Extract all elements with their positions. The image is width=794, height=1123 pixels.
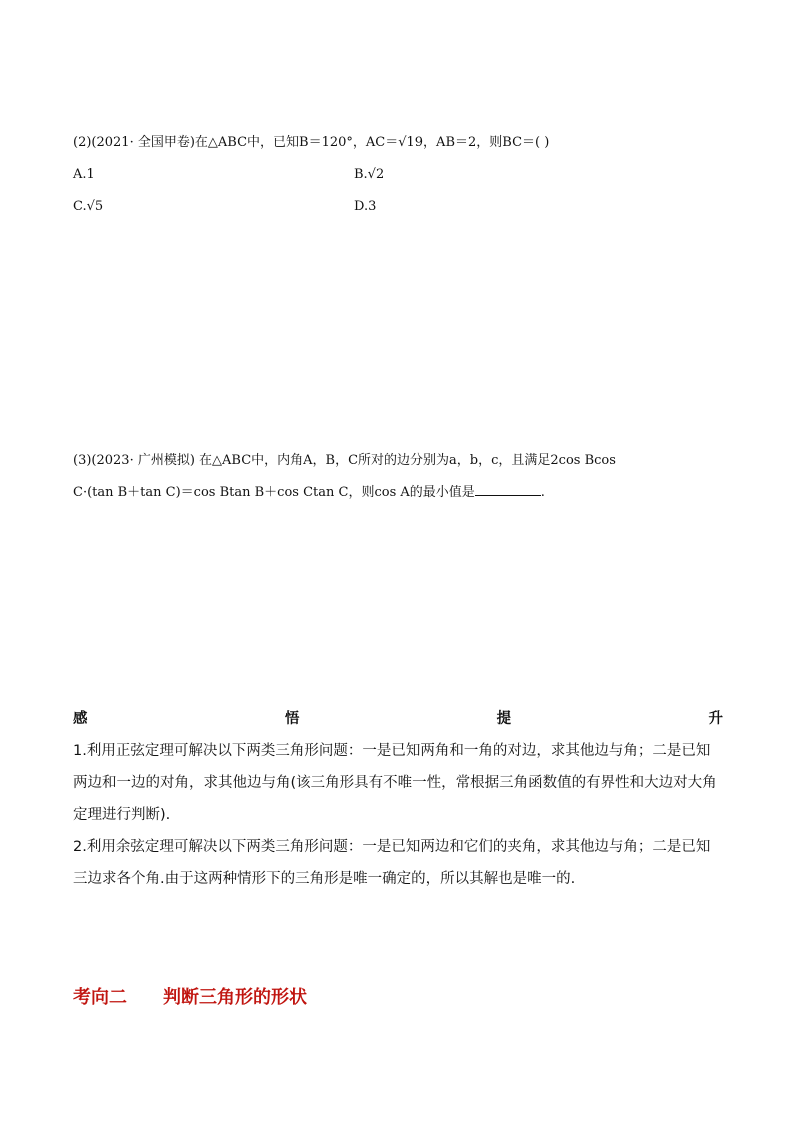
option-d: D.3 <box>354 199 377 214</box>
insight-paragraph-1: 1.利用正弦定理可解决以下两类三角形问题：一是已知两角和一角的对边，求其他边与角；二是已知两边和一边的对角，求其他边与角(该三角形具有不唯一性，常根据三角函数值的有界性和大边对大角定理进行判断). <box>73 743 717 823</box>
options-row-1 <box>73 162 723 194</box>
question-3-line-2-text: C·(tan B＋tan C)＝cos Btan B＋cos Ctan C，则cos A的最小值是 <box>73 485 475 500</box>
option-a: A.1 <box>73 167 95 182</box>
section-title: 判断三角形的形状 <box>163 987 307 1008</box>
insight-box <box>73 703 723 895</box>
section-label: 考向二 <box>73 987 127 1008</box>
question-3-line-2 <box>73 480 723 506</box>
insight-title-char-3: 提 <box>496 711 512 727</box>
question-3-line-2-end: . <box>540 485 545 500</box>
insight-title <box>73 703 723 735</box>
options-row-2 <box>73 194 723 226</box>
question-2-stem: (2)(2021· 全国甲卷)在△ABC中，已知B＝120°，AC＝√19，AB＝2，则BC＝( ) <box>73 135 550 150</box>
question-3 <box>73 448 723 506</box>
question-2 <box>73 130 723 226</box>
question-3-line-1: (3)(2023· 广州模拟) 在△ABC中，内角A，B，C所对的边分别为a，b，c，且满足2cos Bcos <box>73 453 616 468</box>
option-c: C.√5 <box>73 199 104 214</box>
section-heading <box>73 983 307 1009</box>
option-b: B.√2 <box>354 167 385 182</box>
answer-blank <box>475 483 541 496</box>
insight-paragraph-2: 2.利用余弦定理可解决以下两类三角形问题：一是已知两边和它们的夹角，求其他边与角；二是已知三边求各个角.由于这两种情形下的三角形是唯一确定的，所以其解也是唯一的. <box>73 839 711 887</box>
insight-title-char-2: 悟 <box>284 711 300 727</box>
insight-title-char-1: 感 <box>73 711 88 727</box>
insight-title-char-4: 升 <box>708 711 723 727</box>
